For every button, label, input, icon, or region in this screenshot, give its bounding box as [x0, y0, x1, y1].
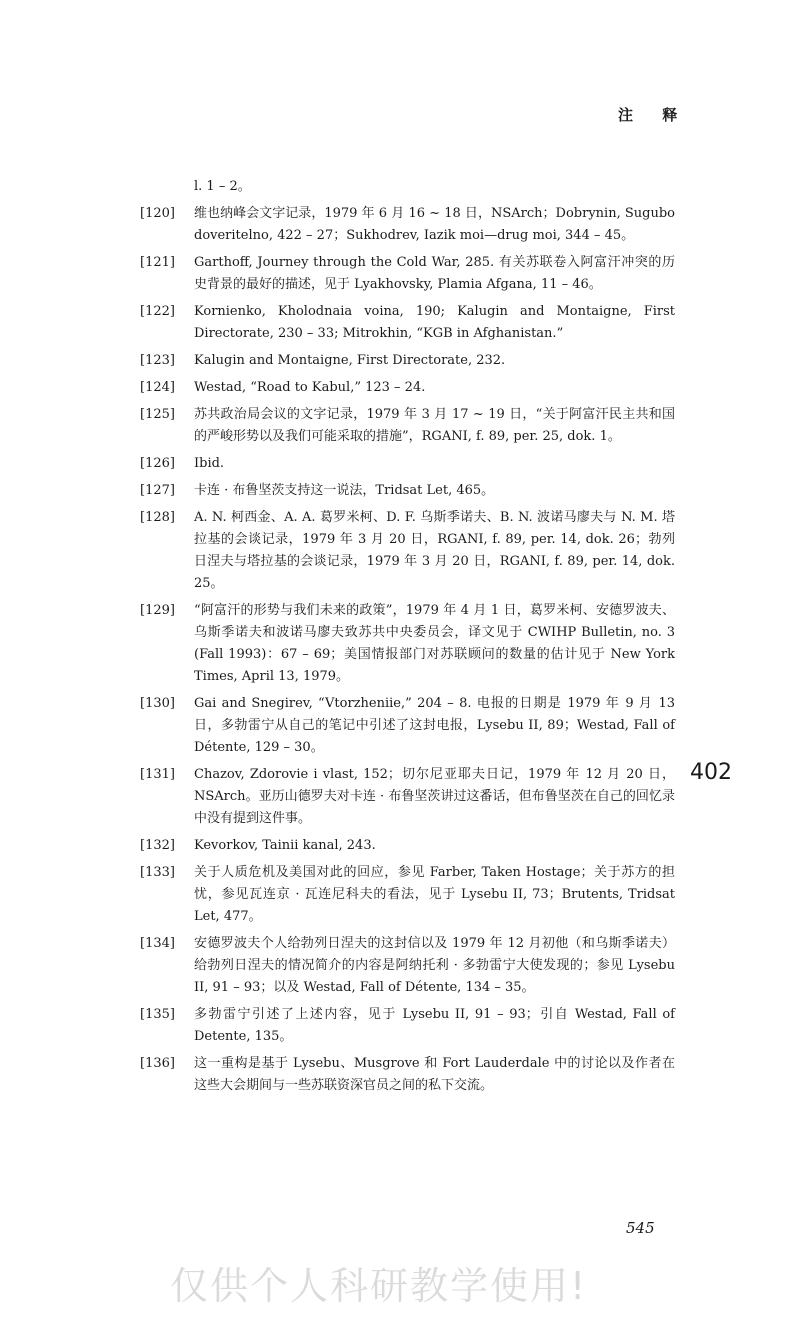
note-item	[140, 301, 675, 345]
running-header: 注 释	[618, 106, 690, 124]
notes-list	[140, 176, 675, 1102]
note-number: [132]	[140, 838, 175, 853]
note-number: [126]	[140, 456, 175, 471]
note-number: [122]	[140, 304, 175, 319]
note-number: [134]	[140, 936, 175, 951]
note-number: [128]	[140, 510, 175, 525]
note-item	[140, 1053, 675, 1097]
note-number: [130]	[140, 696, 175, 711]
note-item	[140, 350, 675, 372]
note-item	[140, 835, 675, 857]
note-text: 这一重构是基于 Lysebu、Musgrove 和 Fort Lauderdale 中的讨论以及作者在这些大会期间与一些苏联资深官员之间的私下交流。	[194, 1056, 675, 1093]
note-number: [124]	[140, 380, 175, 395]
note-text: Kevorkov, Tainii kanal, 243.	[194, 838, 376, 853]
note-item	[140, 404, 675, 448]
note-item	[140, 252, 675, 296]
note-number: [125]	[140, 407, 175, 422]
note-text: Kalugin and Montaigne, First Directorate, 232.	[194, 353, 506, 368]
note-number: [127]	[140, 483, 175, 498]
note-text: 卡连 · 布鲁坚茨支持这一说法，Tridsat Let, 465。	[194, 483, 495, 498]
note-item	[140, 600, 675, 688]
note-text: 安德罗波夫个人给勃列日涅夫的这封信以及 1979 年 12 月初他（和乌斯季诺夫）给勃列日涅夫的情况简介的内容是阿纳托利 · 多勃雷宁大使发现的；参见 Lysebu II, 91 – 93；以及 Westad, Fall of Détente, 134 – 35。	[194, 936, 675, 995]
note-text: Garthoff, Journey through the Cold War, 285. 有关苏联卷入阿富汗冲突的历史背景的最好的描述，见于 Lyakhovsky, Plamia Afgana, 11 – 46。	[194, 255, 675, 292]
note-item	[140, 1004, 675, 1048]
watermark: 仅供个人科研教学使用!	[170, 1264, 588, 1308]
note-number: [123]	[140, 353, 175, 368]
note-continuation: l. 1 – 2。	[194, 179, 251, 194]
note-text: “阿富汗的形势与我们未来的政策”，1979 年 4 月 1 日，葛罗米柯、安德罗波夫、乌斯季诺夫和波诺马廖夫致苏共中央委员会，译文见于 CWIHP Bulletin, no. 3 (Fall 1993)：67 – 69；美国情报部门对苏联顾问的数量的估计见于 New York Times, April 13, 1979。	[194, 603, 675, 684]
note-text: 多勃雷宁引述了上述内容，见于 Lysebu II, 91 – 93；引自 Westad, Fall of Detente, 135。	[194, 1007, 675, 1044]
note-number: [131]	[140, 767, 175, 782]
notes-container	[140, 203, 675, 1097]
note-text: 关于人质危机及美国对此的回应，参见 Farber, Taken Hostage；关于苏方的担忧，参见瓦连京 · 瓦连尼科夫的看法，见于 Lysebu II, 73；Brutents, Tridsat Let, 477。	[194, 865, 675, 924]
note-item	[140, 933, 675, 999]
note-text: Ibid.	[194, 456, 225, 471]
note-text: Westad, “Road to Kabul,” 123 – 24.	[194, 380, 426, 395]
note-text: 苏共政治局会议的文字记录，1979 年 3 月 17 ~ 19 日，“关于阿富汗民主共和国的严峻形势以及我们可能采取的措施”，RGANI, f. 89, per. 25, dok. 1。	[194, 407, 675, 444]
note-text: 维也纳峰会文字记录，1979 年 6 月 16 ~ 18 日，NSArch；Dobrynin, Sugubo doveritelno, 422 – 27；Sukhodrev, Iazik moi—drug moi, 344 – 45。	[194, 206, 675, 243]
note-item	[140, 764, 675, 830]
note-item	[140, 453, 675, 475]
original-page-number: 402	[690, 760, 732, 785]
note-number: [120]	[140, 206, 175, 221]
note-text: Gai and Snegirev, “Vtorzheniie,” 204 – 8. 电报的日期是 1979 年 9 月 13 日，多勃雷宁从自己的笔记中引述了这封电报，Lysebu II, 89；Westad, Fall of Détente, 129 – 30。	[194, 696, 675, 755]
note-item	[140, 693, 675, 759]
note-text: Kornienko, Kholodnaia voina, 190; Kalugin and Montaigne, First Directorate, 230 – 33; Mitrokhin, “KGB in Afghanistan.”	[194, 304, 675, 341]
note-item	[140, 862, 675, 928]
note-item	[140, 377, 675, 399]
note-number: [136]	[140, 1056, 175, 1071]
page-number: 545	[626, 1219, 655, 1237]
note-number: [135]	[140, 1007, 175, 1022]
note-number: [121]	[140, 255, 175, 270]
note-number: [133]	[140, 865, 175, 880]
note-text: Chazov, Zdorovie i vlast, 152；切尔尼亚耶夫日记，1979 年 12 月 20 日，NSArch。亚历山德罗夫对卡连 · 布鲁坚茨讲过这番话，但布鲁坚茨在自己的回忆录中没有提到这件事。	[194, 767, 675, 826]
note-number: [129]	[140, 603, 175, 618]
note-item	[140, 480, 675, 502]
note-text: A. N. 柯西金、A. A. 葛罗米柯、D. F. 乌斯季诺夫、B. N. 波诺马廖夫与 N. M. 塔拉基的会谈记录，1979 年 3 月 20 日，RGANI, f. 89, per. 14, dok. 26；勃列日涅夫与塔拉基的会谈记录，1979 年 3 月 20 日，RGANI, f. 89, per. 14, dok. 25。	[194, 510, 675, 591]
note-item	[140, 203, 675, 247]
note-item	[140, 507, 675, 595]
